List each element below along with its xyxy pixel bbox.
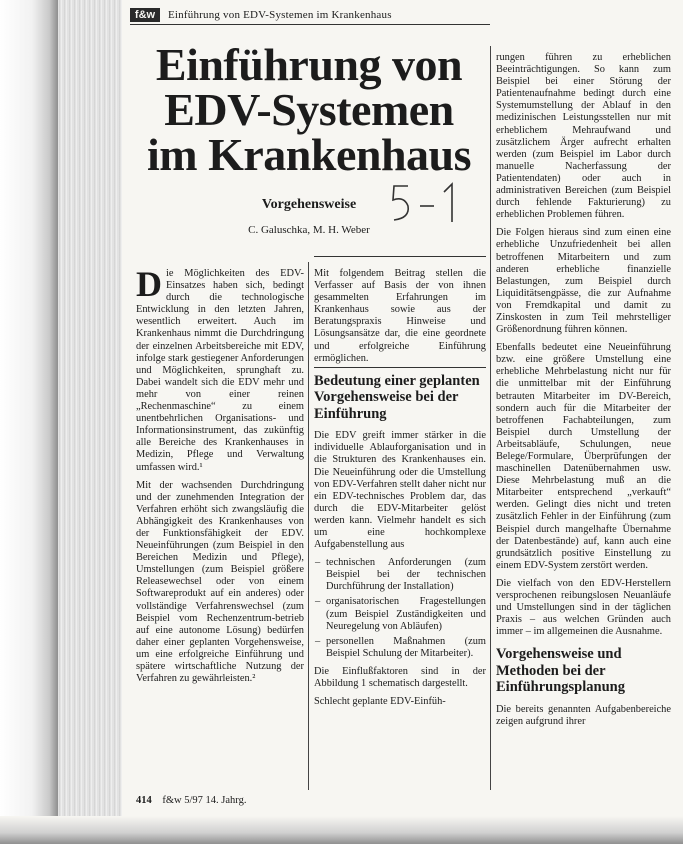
paragraph: Die EDV greift immer stärker in die individuelle Ablauforganisation und in die Strukturen des Krankenhauses ein. Die Neueinführung oder die Umstellung von EDV-Verfahren stellt daher nicht nur ein EDV-technisches Problem dar, das durch die EDV-Mitarbeiter gelöst werden kann. Vielmehr handelt es sich um eine hochkomplexe Aufgabenstellung aus: [314, 430, 486, 551]
text-column-1: [136, 264, 304, 691]
title-line: im Krankenhaus: [146, 129, 472, 180]
article-subtitle: Vorgehensweise: [261, 197, 357, 212]
text-column-2: [314, 268, 486, 714]
running-title: Einführung von EDV-Systemen im Krankenhaus: [168, 9, 392, 21]
paragraph: rungen führen zu erheblichen Beeinträchtigungen. So kann zum Beispiel bei einer Störung der Patientenaufnahme bedingt durch eine Systemumstellung der Ablauf in den medizinischen Leistungsstellen nur mit erheblichem Mehraufwand und zusätzlichem Ärger aufrecht erhalten werden (zum Beispiel im Labor durch manuelle Nacherfassung der Patientendaten) oder auch in administrativen Bereichen (zum Beispiel durch fehlende Fakturierung) zu erheblichen Problemen führen.: [496, 52, 671, 221]
title-line: EDV-Systemen: [164, 84, 454, 135]
intro-paragraph: Mit folgendem Beitrag stellen die Verfasser auf Basis der von ihnen gesammelten Erfahrungen im Krankenhaus sowie aus der Beratungspraxis Hinweise und Lösungsansätze dar, die eine geordnete und erfolgreiche Einführung ermöglichen.: [314, 268, 486, 364]
paragraph: Die Möglichkeiten des EDV-Einsatzes haben sich, bedingt durch die technologische Entwicklung in den letzten Jahren, wesentlich erweitert. Auch im Krankenhaus nimmt die Durchdringung der einzelnen Arbeitsbereiche mit EDV, infolge stark gestiegener Anforderungen und Möglichkeiten, sprunghaft zu. Dabei wandelt sich die EDV mehr und mehr von einer reinen „Rechenmaschine“ zu einem unentbehrlichen Organisations- und Informationsinstrument, das zukünftig alle Bereiche des Krankenhauses in Medizin, Pflege und Verwaltung umfassen wird.¹: [136, 264, 304, 473]
scan-bottom-shadow: [0, 816, 683, 844]
text-column-3: [496, 52, 671, 734]
page-stack-shadow: [0, 0, 58, 844]
section-heading: Bedeutung einer geplanten Vorgehensweise bei der Einführung: [314, 372, 480, 422]
title-line: Einführung von: [155, 39, 463, 90]
handwritten-note: [388, 178, 468, 232]
paragraph: Schlecht geplante EDV-Einfüh-: [314, 696, 446, 708]
paragraph: Die Folgen hieraus sind zum einen eine erhebliche Unzufriedenheit bei allen betroffenen Mitarbeitern und zum anderen erhebliche finanzielle Belastungen, zum Beispiel durch Liquiditätsengpässe, die zur Aufnahme von Fremdkapital und damit zu Zinskosten in zum Teil mehrstelliger Größenordnung führen können.: [496, 227, 671, 336]
article-authors: C. Galuschka, M. H. Weber: [248, 224, 370, 236]
journal-reference: f&w 5/97 14. Jahrg.: [162, 795, 247, 806]
journal-logo: f&w: [130, 8, 160, 22]
running-header: [124, 8, 683, 22]
page-footer: [136, 795, 246, 806]
article-title: [130, 39, 488, 180]
paragraph: Ebenfalls bedeutet eine Neueinführung bzw. eine größere Umstellung eine erhebliche Mehrbelastung nicht nur für die unmittelbar mit der Einführung betrauten Mitarbeiter im DV-Bereich, sondern auch für die Mitarbeiter der betroffenen Fachabteilungen, zum Beispiel durch Umstellung der Arbeitsabläufe, Schulungen, neue Belege/Formulare, Überprüfungen der maschinellen Datenübernahmen usw. Diese Mehrbelastung muß an die Mitarbeiter entsprechend „verkauft“ werden. Gelingt dies nicht und treten zusätzlich Fehler in der Einführung (zum Beispiel durch mangelhafte Übernahme der Datenbestände) auf, kann auch eine grundsätzlich positive Einstellung zu einem EDV-System zerstört werden.: [496, 342, 671, 571]
list-item: – personellen Maßnahmen (zum Beispiel Schulung der Mitarbeiter).: [326, 636, 486, 660]
column-divider: [308, 262, 309, 790]
page-number: 414: [136, 795, 152, 806]
paragraph: Die Einflußfaktoren sind in der Abbildung 1 schematisch dargestellt.: [314, 665, 486, 690]
paragraph: Die vielfach von den EDV-Herstellern versprochenen reibungslosen Neuanläufe und Umstellungen sind in der täglichen Praxis – aus welchen Gründen auch immer – im allgemeinen die Ausnahme.: [496, 577, 671, 638]
list-item: – organisatorischen Fragestellungen (zum Beispiel Zuständigkeiten und Neuregelung von Abläufen): [326, 596, 486, 632]
page-stack-edges: [58, 0, 122, 844]
paragraph: Mit der wachsenden Durchdringung und der zunehmenden Integration der Verfahren erhöht sich zwangsläufig die Abhängigkeit des Krankenhauses von der Funktionsfähigkeit der EDV. Neueinführungen (zum Beispiel in den Bereichen Medizin und Pflege), Umstellungen (zum Beispiel größere Releasewechsel oder von einem Softwareprodukt auf ein anderes) oder vollständige Verfahrenswechsel (zum Beispiel vom Rechenzentrum-betrieb auf eine autonome Lösung) bedürfen daher einer geplanten Vorgehensweise, um eine erfolgreiche Einführung und spätere wirtschaftliche Nutzung der Verfahren zu gewährleisten.²: [136, 479, 304, 685]
factor-list: [314, 557, 486, 660]
list-item: – technischen Anforderungen (zum Beispiel bei der technischen Durchführung der Installation): [326, 557, 486, 593]
paragraph: Die bereits genannten Aufgabenbereiche zeigen aufgrund ihrer: [496, 703, 671, 727]
header-rule: [130, 24, 490, 25]
column-divider: [490, 46, 491, 790]
drop-cap: D: [136, 264, 162, 304]
section-heading: Vorgehensweise und Methoden bei der Einführungsplanung: [496, 646, 625, 696]
